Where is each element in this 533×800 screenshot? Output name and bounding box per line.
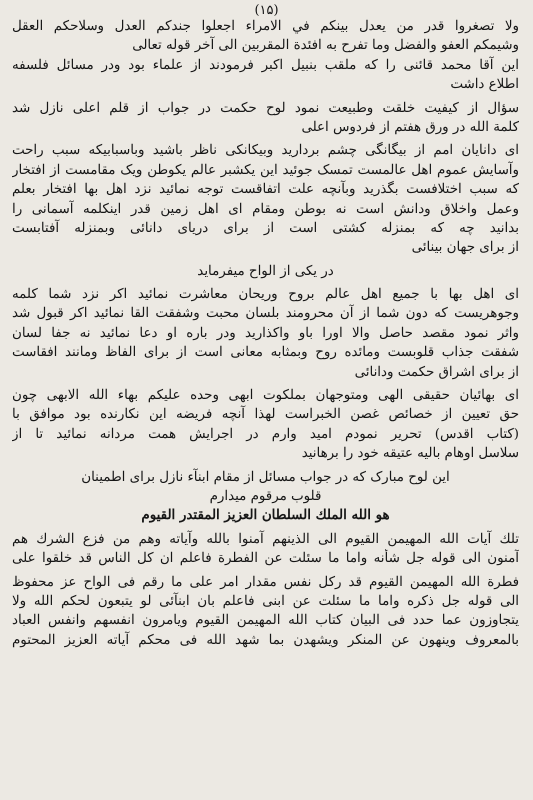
- text-line: بدانید چه که بمنزله کشتی است از برای دریای دانائی وبمنزله آفتابست: [12, 220, 519, 236]
- text-line: قلوب مرقوم میدارم: [209, 488, 322, 504]
- text-line: يتجاوزون عما حدد فى البيان كتاب الله المهيمن القيوم ويامرون انفسهم وانفس العباد: [12, 613, 519, 629]
- text-line: این آقا محمد قائنی را که ملقب بنبیل اکبر فرمودند از علماء بود ودر مسائل فلسفه: [12, 57, 519, 73]
- text-line: کلمة الله در ورق هفتم از فردوس اعلی: [301, 119, 519, 135]
- text-line: (کتاب اقدس) تحریر نمودم امید وارم در اجرایش همت مردانه نمائید تا از: [12, 426, 519, 442]
- page-number: (۱۵): [254, 3, 279, 18]
- text-line: تلك آيات الله المهيمن القيوم الى الذينهم آمنوا بالله وآياته وهم من فزع الشرك هم: [12, 531, 519, 547]
- text-line: ای دانایان امم از بیگانگی چشم بردارید وبیکانکی ناظر باشید وباسبابیکه سبب راحت: [12, 143, 519, 159]
- text-line: ولا تصغروا قدر من يعدل بينكم في الامراء اجعلوا جندكم العدل وسلاحكم العقل: [12, 19, 519, 34]
- text-line: از برای اشراق حکمت ودانائی: [354, 364, 519, 380]
- text-line: که سبب اختلافست بگذرید وبآنچه علت اتفاقست توجه نمائید نزد اهل بها افتخار بعلم: [12, 182, 519, 198]
- text-line: شفقت جذاب قلوبست ومائده روح وبمثابه معانی است از برای الفاظ ومانند افقاست: [12, 345, 519, 361]
- text-line: وعمل واخلاق ودانش است نه بوطن ومقام ای اهل زمین قدر اینکلمه آسمانی را: [12, 201, 519, 217]
- text-line: این لوح مبارک که در جواب مسائل از مقام ابنآء نازل برای اطمینان: [81, 469, 450, 485]
- text-line: واثر نمود مقصد حاصل والا اورا باو واکذارید ودر باره او دعا نمائید نه جفا لسان: [12, 325, 519, 341]
- text-line: وآسایش عموم اهل عالمست تمسک جوئید این یکشبر عالم یکوطن ویک مقامست از افتخار: [12, 162, 519, 178]
- text-line: حق تعیین از خصائص غصن الخبراست لهذا آنچه فریضه این نکارنده بود موافق با: [12, 407, 519, 423]
- text-line: سؤال از کیفیت خلقت وطبیعت نمود لوح حکمت در جواب از قلم اعلی نازل شد: [12, 100, 519, 116]
- text-line: وجوهریست که دون شما از آن محرومند بلسان محبت وشفقت القا نمائید اکر قبول شد: [12, 306, 519, 322]
- text-line: ای اهل بها با جمیع اهل عالم بروح وریحان معاشرت نمائید اکر نزد شما کلمه: [12, 287, 519, 303]
- text-line: وشيمكم العفو والفضل وما تفرح به افئدة المقربين الى آخر قوله تعالى: [132, 38, 519, 54]
- text-block: [12, 17, 519, 650]
- text-line: سلاسل اوهام بالیه عتیقه خود را برهانید: [301, 446, 519, 462]
- text-line: از برای جهان بینائی: [411, 240, 519, 256]
- text-line: فطرة الله المهيمن القيوم قد رکل نفس مقدار امر على ما رقم فى الواح عز محفوظ: [12, 574, 519, 590]
- text-line: الى قوله جل ذكره واما ما سئلت عن ابنى فاعلم بان ابنآئى لو يتبعون لحكم الله ولا: [12, 593, 519, 609]
- text-line: در یکی از الواح میفرماید: [197, 263, 334, 279]
- text-line: آمنون الى قوله جل شأنه واما ما سئلت عن الفطرة فاعلم ان كل الناس قد خلقوا على: [12, 551, 519, 567]
- text-line: بالمعروف وينهون عن المنكر ويشهدن بما شهد الله فى محكم آياته العزيز المحتوم: [12, 632, 519, 648]
- text-line: اطلاع داشت: [450, 77, 519, 93]
- text-line: ای بهائیان حقیقی الهی ومتوجهان بملکوت ابهی وحده علیکم بهاء الله الابهی چون: [12, 388, 519, 404]
- tablet-heading: هو الله الملك السلطان العزيز المقتدر القيوم: [141, 507, 390, 524]
